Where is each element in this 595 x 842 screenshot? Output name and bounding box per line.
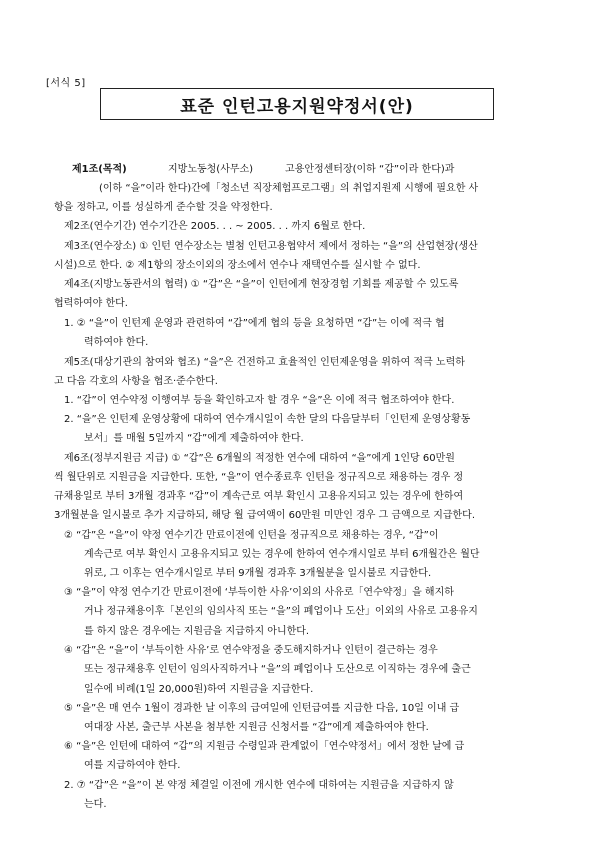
body-line: 여를 지급하여야 한다.: [84, 760, 181, 771]
body-line: ⑥ “을”은 인턴에 대하여 “갑”의 지원금 수령일과 관계없이「연수약정서」에서 정한 날에 급: [64, 741, 465, 752]
body-line: 제3조(연수장소) ① 인턴 연수장소는 별첨 인턴고용협약서 제에서 정하는 “을”의 산업현장(생산: [64, 241, 478, 252]
body-line: 계속근로 여부 확인시 고용유지되고 있는 경우에 한하여 연수개시일로 부터 6개월간은 월단: [84, 549, 480, 560]
body-line: 일수에 비례(1일 20,000원)하여 지원금을 지급한다.: [84, 684, 314, 695]
body-line: ④ “갑”은 “을”이 ‘부득이한 사유’로 연수약정을 중도해지하거나 인턴이 결근하는 경우: [64, 645, 438, 656]
body-line: 제6조(정부지원금 지급) ① “갑”은 6개월의 적정한 연수에 대하여 “을”에게 1인당 60만원: [64, 453, 455, 464]
body-line: 고 다음 각호의 사항을 협조·준수한다.: [54, 376, 218, 387]
body-line: 2. ⑦ “갑”은 “을”이 본 약정 체결일 이전에 개시한 연수에 대하여는 지원금을 지급하지 않: [64, 780, 454, 791]
title-box: [100, 88, 494, 120]
body-line: 위로, 그 이후는 연수개시일로 부터 9개월 경과후 3개월분을 일시불로 지급한다.: [84, 568, 432, 579]
body-line: 제2조(연수기간) 연수기간은 2005. . . ~ 2005. . . 까지 6월로 한다.: [64, 221, 366, 232]
body-line: 력하여야 한다.: [84, 337, 149, 348]
body-line: 는다.: [84, 799, 107, 810]
article-1-line-2: (이하 “을”이라 한다)간에「청소년 직장체험프로그램」의 취업지원제 시행에 필요한 사: [99, 183, 479, 194]
body-line: 거나 정규채용이후「본인의 임의사직 또는 “을”의 폐업이나 도산」이외의 사유로 고용유지: [84, 606, 478, 617]
body-line: ② “갑”은 “을”이 약정 연수기간 만료이전에 인턴을 정규직으로 채용하는 경우, “갑”이: [64, 530, 439, 541]
body-line: ③ “을”이 약정 연수기간 만료이전에 ‘부득이한 사유’이외의 사유로「연수약정」을 해지하: [64, 587, 454, 598]
body-line: 제4조(지방노동관서의 협력) ① “갑”은 “을”이 인턴에게 현장경험 기회를 제공할 수 있도록: [64, 279, 459, 290]
article-1-line-3: 항을 정하고, 이를 성실하게 준수할 것을 약정한다.: [54, 202, 273, 213]
body-line: 3개월분을 일시불로 추가 지급하되, 해당 월 급여액이 60만원 미만인 경우 그 금액으로 지급한다.: [54, 510, 476, 521]
form-number: [서식 5]: [46, 78, 86, 89]
body-line: 1. “갑”이 연수약정 이행여부 등을 확인하고자 할 경우 “을”은 이에 적극 협조하여야 한다.: [64, 395, 455, 406]
body-line: 씩 월단위로 지원금을 지급한다. 또한, “을”이 연수종료후 인턴을 정규직으로 채용하는 경우 정: [54, 472, 464, 483]
body-line: 보서」를 매월 5일까지 “갑”에게 제출하여야 한다.: [84, 433, 304, 444]
body-line: 2. “을”은 인턴제 운영상황에 대하여 연수개시일이 속한 달의 다음달부터「인턴제 운영상황동: [64, 414, 471, 425]
body-line: 협력하여야 한다.: [54, 298, 128, 309]
body-line: 규채용일로 부터 3개월 경과후 “갑”이 계속근로 여부 확인시 고용유지되고 있는 경우에 한하여: [54, 491, 464, 502]
article-1-label: 제1조(목적): [72, 164, 127, 175]
body-line: 1. ② “을”이 인턴제 운영과 관련하여 “갑”에게 협의 등을 요청하면 “갑”는 이에 적극 협: [64, 318, 445, 329]
document-title: 표준 인턴고용지원약정서(안): [180, 96, 414, 117]
article-1-office: 지방노동청(사무소): [168, 164, 254, 175]
body-line: 제5조(대상기관의 참여와 협조) “을”은 건전하고 효율적인 인턴제운영을 위하여 적극 노력하: [64, 357, 465, 368]
body-line: ⑤ “을”은 매 연수 1월이 경과한 날 이후의 급여일에 인턴급여를 지급한 다음, 10일 이내 급: [64, 703, 460, 714]
body-line: 또는 정규채용후 인턴이 임의사직하거나 “을”의 폐업이나 도산으로 이직하는 경우에 출근: [84, 664, 471, 675]
body-line: 시설)으로 한다. ② 제1항의 장소이외의 장소에서 연수나 재택연수를 실시할 수 없다.: [54, 260, 421, 271]
body-line: 를 하지 않은 경우에는 지원금을 지급하지 아니한다.: [84, 626, 310, 637]
body-line: 여대장 사본, 출근부 사본을 첨부한 지원금 신청서를 “갑”에게 제출하여야 한다.: [84, 722, 429, 733]
article-1-center: 고용안정센터장(이하 “갑”이라 한다)과: [285, 164, 455, 175]
